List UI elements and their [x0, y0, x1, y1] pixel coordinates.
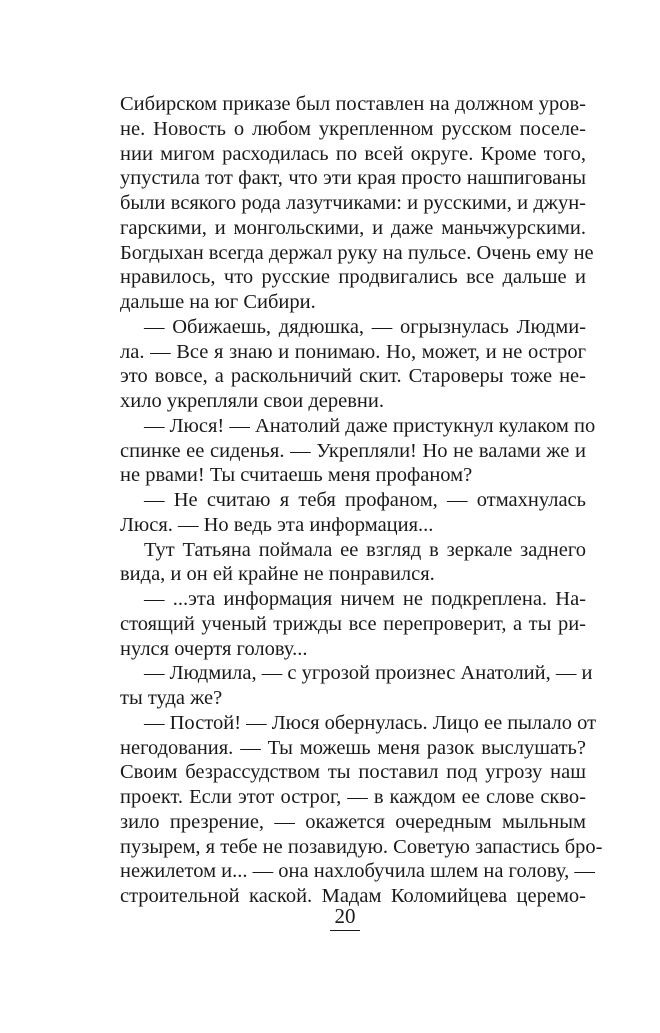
text-line: нии мигом расходилась по всей округе. Кроме того,: [120, 142, 586, 165]
text-line: Богдыхан всегда держал руку на пульсе. Очень ему не: [120, 241, 594, 264]
text-line: нравилось, что русские продвигались все дальше и: [120, 266, 586, 289]
text-line: ла. — Все я знаю и понимаю. Но, может, и не острог: [120, 340, 586, 363]
text-line: — Обижаешь, дядюшка, — огрызнулась Людми-: [144, 315, 586, 338]
text-line: гарскими, и монгольскими, и даже маньчжурскими.: [120, 216, 586, 239]
text-line: зило презрение, — окажется очередным мыльным: [120, 810, 586, 833]
text-line: — Люся! — Анатолий даже пристукнул кулаком по: [144, 414, 596, 437]
text-line: вида, и он ей крайне не понравился.: [120, 563, 435, 586]
text-line: спинке ее сиденья. — Укрепляли! Но не валами же и: [120, 439, 586, 462]
text-line: хило укрепляли свои деревни.: [120, 390, 384, 412]
text-line: были всякого рода лазутчиками: и русскими, и джун-: [120, 192, 586, 214]
text-line: Люся. — Но ведь эта информация...: [120, 513, 434, 536]
text-line: не. Новость о любом укрепленном русском поселе-: [120, 117, 586, 140]
text-line: проект. Если этот острог, — в каждом ее слове скво-: [120, 786, 586, 808]
text-line: нежилетом и... — она нахлобучила шлем на голову, —: [120, 860, 595, 883]
body-text: [120, 92, 603, 909]
text-line: стоящий ученый трижды все перепроверит, а ты ри-: [120, 612, 586, 635]
text-line: нулся очертя голову...: [120, 637, 308, 660]
text-line: — ...эта информация ничем не подкреплена. На-: [144, 588, 586, 610]
text-line: Своим безрассудством ты поставил под угрозу наш: [120, 761, 586, 784]
text-line: это вовсе, а раскольничий скит. Староверы тоже не-: [120, 365, 586, 388]
page-number: 20: [330, 903, 360, 931]
text-line: ты туда же?: [120, 687, 223, 709]
text-line: — Не считаю я тебя профаном, — отмахнулась: [144, 489, 586, 511]
text-line: — Постой! — Люся обернулась. Лицо ее пылало от: [144, 711, 597, 734]
text-line: Тут Татьяна поймала ее взгляд в зеркале заднего: [144, 538, 586, 561]
text-line: строительной каской. Мадам Коломийцева церемо-: [120, 885, 586, 907]
text-line: Сибирском приказе был поставлен на должном уров-: [120, 93, 586, 115]
text-line: негодования. — Ты можешь меня разок выслушать?: [120, 736, 586, 759]
text-line: дальше на юг Сибири.: [120, 291, 316, 313]
text-line: не рвами! Ты считаешь меня профаном?: [120, 464, 473, 487]
text-line: — Людмила, — с угрозой произнес Анатолий, — и: [144, 662, 593, 685]
text-line: пузырем, я тебе не позавидую. Советую запастись бро-: [120, 835, 603, 858]
text-line: упустила тот факт, что эти края просто нашпигованы: [120, 167, 586, 190]
